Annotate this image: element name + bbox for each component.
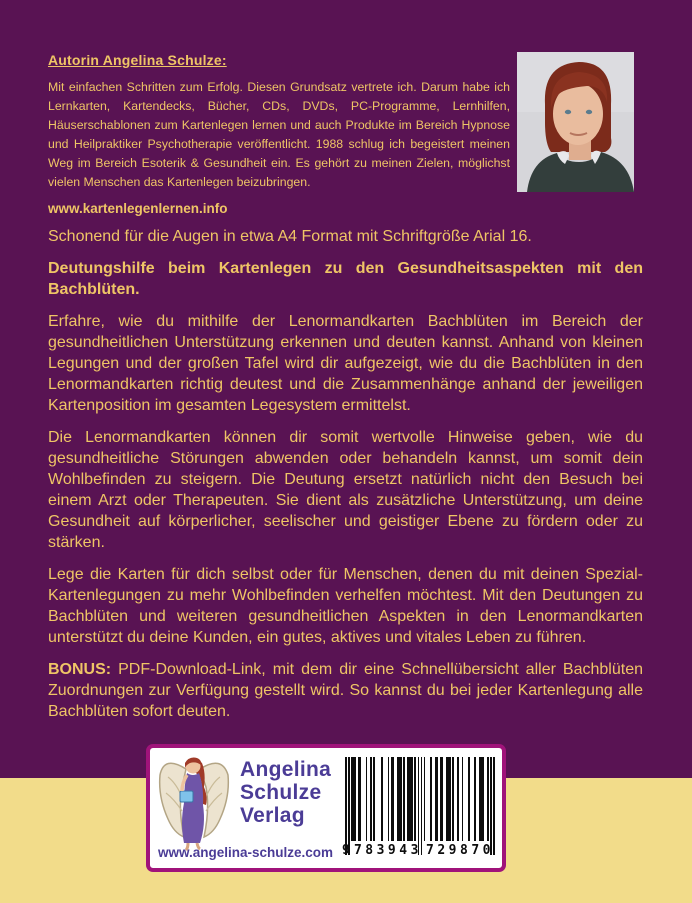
publisher-website: www.angelina-schulze.com <box>158 845 334 860</box>
author-section <box>48 52 510 216</box>
author-heading: Autorin Angelina Schulze: <box>48 52 227 68</box>
publisher-name-line2: Schulze <box>240 781 322 804</box>
angel-illustration <box>156 753 232 851</box>
body-paragraph-3: Lege die Karten für dich selbst oder für Menschen, denen du mit deinen Spezial-Kartenlegungen zu mehr Wohlbefinden verhelfen möchtest. Mit den Deutungen zu Bachblüten und weiteren gesundheitlichen Aspekten in den Lenormandkarten unterstützt du deine Kunden, ein gutes, aktives und vitales Leben zu führen. <box>48 566 643 646</box>
barcode-digit-group-2: 783943 <box>353 843 422 858</box>
bonus-label: BONUS: <box>48 661 112 678</box>
publisher-box <box>146 744 506 872</box>
format-note: Schonend für die Augen in etwa A4 Format mit Schriftgröße Arial 16. <box>48 228 532 245</box>
publisher-name-line3: Verlag <box>240 804 305 827</box>
body-paragraph-2: Die Lenormandkarten können dir somit wertvolle Hinweise geben, wie du gesundheitliche Störungen abwenden oder behandeln kannst, um somit dein Wohlbefinden zu steigern. Die Deutung ersetzt natürlich nicht den Besuch bei einem Arzt oder Therapeuten. Sie dient als zusätzliche Unterstützung, um deine Gesundheit auf körperlicher, seelischer und geistiger Ebene zu fördern oder zu stärken. <box>48 429 643 551</box>
barcode-digit-group-3: 729870 <box>426 843 494 858</box>
publisher-name <box>240 758 331 827</box>
publisher-name-line1: Angelina <box>240 758 332 781</box>
isbn-barcode <box>342 757 498 865</box>
barcode-module <box>493 757 495 855</box>
book-headline: Deutungshilfe beim Kartenlegen zu den Gesundheitsaspekten mit den Bachblüten. <box>48 260 643 298</box>
description-section <box>48 226 643 733</box>
author-website: www.kartenlegenlernen.info <box>48 201 228 216</box>
bonus-paragraph <box>48 659 643 722</box>
body-paragraph-1: Erfahre, wie du mithilfe der Lenormandkarten Bachblüten im Bereich der gesundheitlichen Unterstützung erkennen und deuten kannst. Anhand von kleinen Legungen und der großen Tafel wird dir aufgezeigt, wie du die Bachblüten in den Lenormandkarten richtig deutest und die Zusammenhänge anhand der jeweiligen Kartenposition im gesamten Legesystem ermittelst. <box>48 313 643 414</box>
angel-wings-logo-icon <box>156 753 232 851</box>
author-portrait-photo <box>517 52 634 192</box>
bonus-text: PDF-Download-Link, mit dem dir eine Schnellübersicht aller Bachblüten Zuordnungen zur Verfügung gestellt wird. So kannst du bei jeder Kartenlegung alle Bachblüten sofort deuten. <box>48 661 643 720</box>
barcode-digit-group-1: 9 <box>342 843 350 858</box>
portrait-illustration <box>517 52 634 192</box>
barcode-digits <box>342 843 498 858</box>
author-bio: Mit einfachen Schritten zum Erfolg. Diesen Grundsatz vertrete ich. Darum habe ich Lernkarten, Kartendecks, Bücher, CDs, DVDs, PC-Programme, Lernhilfen, Häuserschablonen zum Kartenlegen lernen und auch Produkte im Bereich Hypnose und Heilpraktiker Psychotherapie veröffentlicht. 1988 schlug ich begeistert meinen Weg im Bereich Esoterik & Gesundheit ein. Es gehört zu meinen Zielen, möglichst vielen Menschen das Kartenlegen beizubringen. <box>48 80 510 189</box>
barcode-bars <box>342 757 498 841</box>
